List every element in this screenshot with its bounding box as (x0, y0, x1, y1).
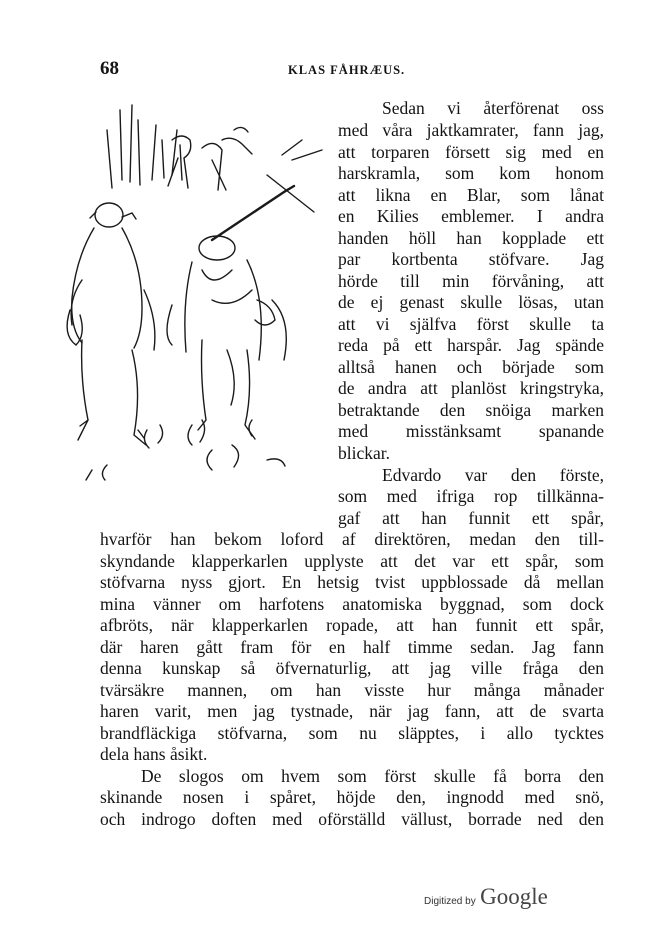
text-line: tvärsäkre mannen, om han visste hur många månader (100, 680, 604, 700)
text-line: skinande nosen i spåret, höjde den, ingnodd med snö, (100, 787, 604, 807)
text-line: gaf att han funnit ett spår, (338, 508, 604, 528)
text-line: mina vänner om harfotens anatomiska byggnad, som dock (100, 594, 604, 614)
text-line: blickar. (338, 443, 390, 463)
text-line: alltså hanen och började som (338, 357, 604, 377)
text-line: att torparen försett sig med en (338, 142, 604, 162)
text-line: där haren gått fram för en half timme sedan. Jag fann (100, 637, 604, 657)
text-line: att vi själfva först skulle ta (338, 314, 604, 334)
text-line: harskramla, som kom honom (338, 163, 604, 183)
text-line: haren varit, men jag tystnade, när jag fann, att de svarta (100, 701, 604, 721)
text-line: som med ifriga rop tillkänna- (338, 486, 604, 506)
digitized-label: Digitized by (424, 896, 476, 907)
text-line: Edvardo var den förste, (382, 465, 604, 485)
text-line: de andra att planlöst kringstryka, (338, 378, 604, 398)
text-line: denna kunskap så öfvernaturlig, att jag ville fråga den (100, 658, 604, 678)
text-line: betraktande den snöiga marken (338, 400, 604, 420)
google-logo: Google (480, 884, 548, 909)
text-line: handen höll han kopplade ett (338, 228, 604, 248)
text-line: med våra jaktkamrater, fann jag, (338, 120, 604, 140)
text-line: dela hans åsikt. (100, 744, 208, 764)
hunters-walking-illustration-icon (52, 100, 337, 495)
text-line: reda på ett harspår. Jag spände (338, 335, 604, 355)
text-line: afbröts, när klapperkarlen ropade, att han funnit ett spår, (100, 615, 604, 635)
text-line: par kortbenta stöfvare. Jag (338, 249, 604, 269)
text-line: de ej genast skulle lösas, utan (338, 292, 604, 312)
text-line: stöfvarna nyss gjort. En hetsig tvist uppblossade då mellan (100, 572, 604, 592)
text-line: och indrogo doften med oförställd vällust, borrade ned den (100, 809, 604, 829)
text-line: De slogos om hvem som först skulle få borra den (141, 766, 604, 786)
text-line: hvarför han bekom loford af direktören, medan den till- (100, 529, 604, 549)
text-line: Sedan vi återförenat oss (382, 98, 604, 118)
text-line: att likna en Blar, som lånat (338, 185, 604, 205)
text-line: brandfläckiga stöfvarna, som nu släpptes, i allo tycktes (100, 723, 604, 743)
text-line: hörde till min förvåning, att (338, 271, 604, 291)
running-title: KLAS FÅHRÆUS. (288, 63, 406, 77)
page-number: 68 (100, 58, 119, 79)
text-line: en Kilies emblemer. I andra (338, 206, 604, 226)
digitized-by-google (424, 884, 548, 910)
text-line: med misstänksamt spanande (338, 421, 604, 441)
text-line: skyndande klapperkarlen upplyste att det var ett spår, som (100, 551, 604, 571)
